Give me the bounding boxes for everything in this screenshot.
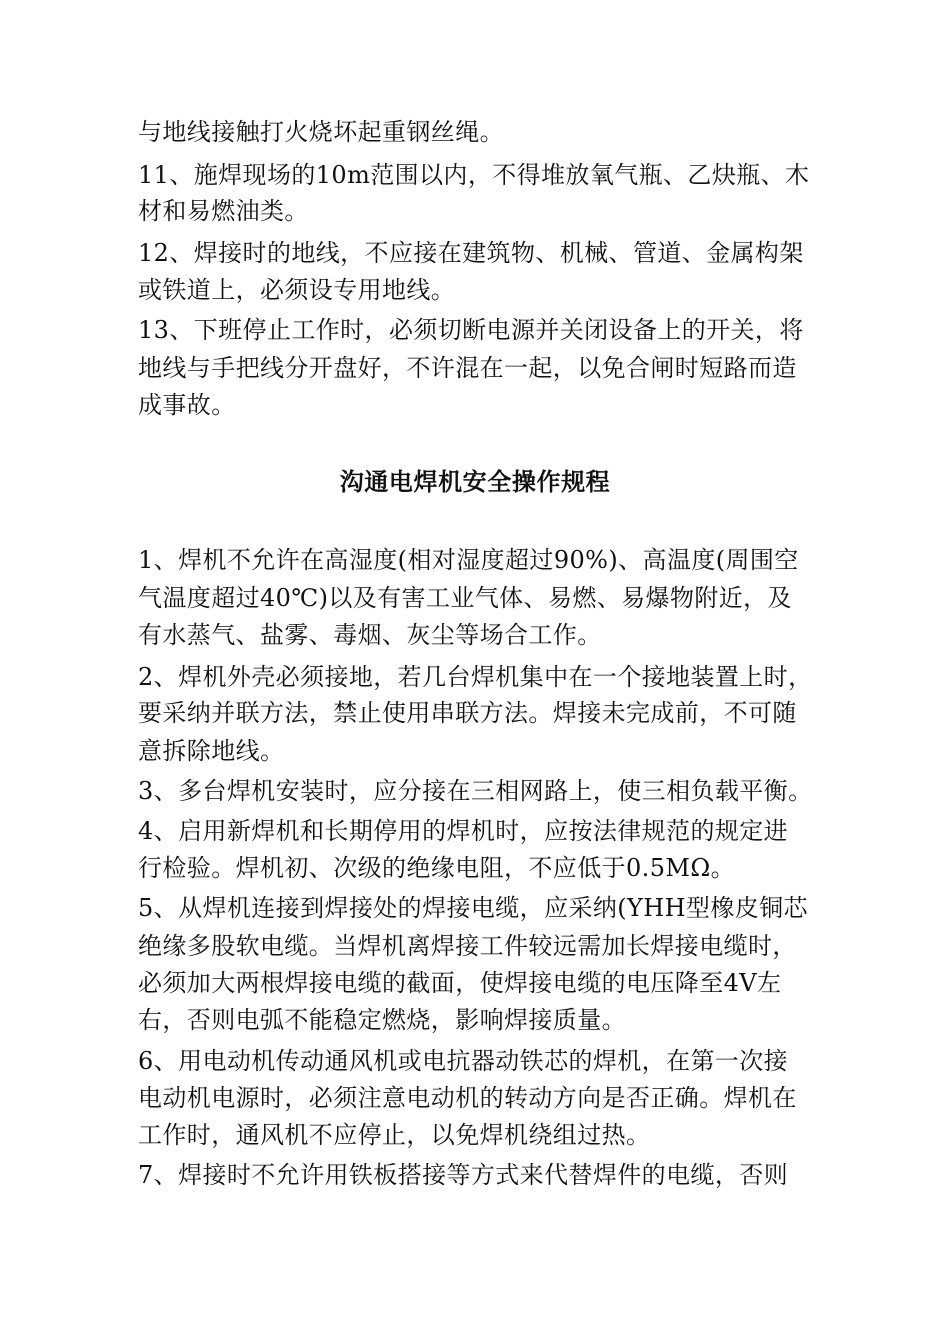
- text-line: 必须加大两根焊接电缆的截面，使焊接电缆的电压降至4V左: [138, 969, 782, 997]
- text-line: 与地线接触打火烧坏起重钢丝绳。: [138, 118, 504, 146]
- text-line: 7、焊接时不允许用铁板搭接等方式来代替焊件的电缆，否则: [138, 1161, 789, 1189]
- text-line: 13、下班停止工作时，必须切断电源并关闭设备上的开关，将: [138, 316, 804, 344]
- text-line: 电动机电源时，必须注意电动机的转动方向是否正确。焊机在: [138, 1084, 797, 1112]
- text-line: 5、从焊机连接到焊接处的焊接电缆，应采纳(YHH型橡皮铜芯: [138, 894, 808, 922]
- text-line: 要采纳并联方法，禁止使用串联方法。焊接未完成前，不可随: [138, 699, 797, 727]
- text-line: 意拆除地线。: [138, 737, 285, 765]
- text-line: 成事故。: [138, 391, 236, 419]
- text-line: 有水蒸气、盐雾、毒烟、灰尘等场合工作。: [138, 621, 602, 649]
- text-line: 12、焊接时的地线，不应接在建筑物、机械、管道、金属构架: [138, 239, 804, 267]
- text-line: 工作时，通风机不应停止，以免焊机绕组过热。: [138, 1121, 651, 1149]
- text-line: 绝缘多股软电缆。当焊机离焊接工件较远需加长焊接电缆时，: [138, 932, 797, 960]
- text-line: 或铁道上，必须设专用地线。: [138, 276, 456, 304]
- section-title: 沟通电焊机安全操作规程: [339, 468, 611, 496]
- text-line: 1、焊机不允许在高湿度(相对湿度超过90%)、高温度(周围空: [138, 546, 799, 574]
- text-line: 6、用电动机传动通风机或电抗器动铁芯的焊机，在第一次接: [138, 1047, 789, 1075]
- text-line: 2、焊机外壳必须接地，若几台焊机集中在一个接地装置上时，: [138, 663, 813, 691]
- text-line: 材和易燃油类。: [138, 197, 309, 225]
- text-line: 11、施焊现场的10m范围以内，不得堆放氧气瓶、乙炔瓶、木: [138, 161, 810, 189]
- text-line: 3、多台焊机安装时，应分接在三相网路上，使三相负载平衡。: [138, 777, 813, 805]
- text-line: 气温度超过40℃)以及有害工业气体、易燃、易爆物附近，及: [138, 584, 792, 612]
- text-line: 行检验。焊机初、次级的绝缘电阻，不应低于0.5MΩ。: [138, 854, 736, 882]
- text-line: 右，否则电弧不能稳定燃烧，影响焊接质量。: [138, 1006, 626, 1034]
- text-line: 4、启用新焊机和长期停用的焊机时，应按法律规范的规定进: [138, 817, 789, 845]
- text-line: 地线与手把线分开盘好，不许混在一起，以免合闸时短路而造: [138, 354, 797, 382]
